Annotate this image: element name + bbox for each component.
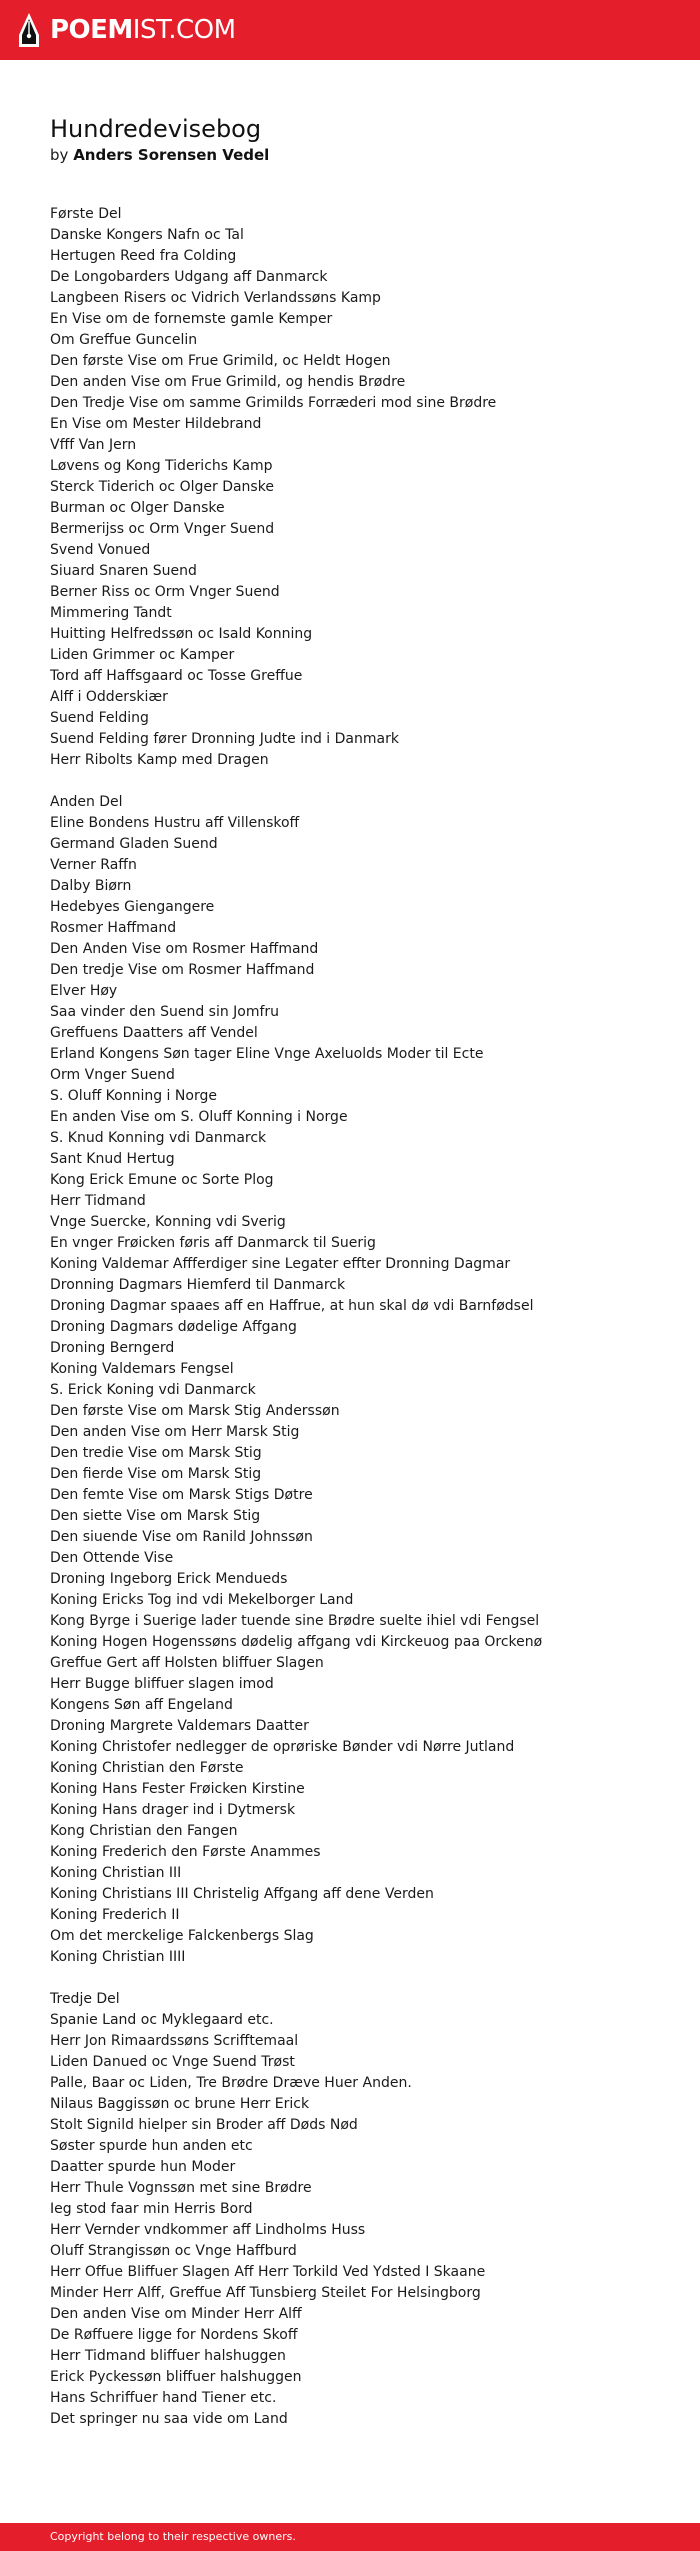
poem-line: Danske Kongers Nafn oc Tal <box>50 227 244 243</box>
poem-line: Berner Riss oc Orm Vnger Suend <box>50 584 280 600</box>
poem-line: Det springer nu saa vide om Land <box>50 2411 288 2427</box>
poem-line: Minder Herr Alff, Greffue Aff Tunsbierg Steilet For Helsingborg <box>50 2285 481 2301</box>
site-logo-text <box>50 17 236 43</box>
poem-byline <box>50 144 650 166</box>
poem-line: Om det merckelige Falckenbergs Slag <box>50 1928 314 1944</box>
copyright-text: Copyright belong to their respective owners. <box>50 2530 296 2543</box>
poem-line: Kong Erick Emune oc Sorte Plog <box>50 1172 274 1188</box>
poem-line: Droning Dagmars dødelige Affgang <box>50 1319 297 1335</box>
poem-line: S. Erick Koning vdi Danmarck <box>50 1382 256 1398</box>
site-header <box>0 0 700 60</box>
poem-line: Vnge Suercke, Konning vdi Sverig <box>50 1214 286 1230</box>
poem-line: Nilaus Baggissøn oc brune Herr Erick <box>50 2096 310 2112</box>
poem-line: Den Anden Vise om Rosmer Haffmand <box>50 941 319 957</box>
poem-line: Rosmer Haffmand <box>50 920 177 936</box>
poem-line: Svend Vonued <box>50 542 151 558</box>
poem-line: Koning Christofer nedlegger de oprøriske Bønder vdi Nørre Jutland <box>50 1739 515 1755</box>
poem-line: En Vise om de fornemste gamle Kemper <box>50 311 333 327</box>
poem-line: Den siuende Vise om Ranild Johnssøn <box>50 1529 313 1545</box>
poem-line: En vnger Frøicken føris aff Danmarck til Suerig <box>50 1235 376 1251</box>
poem-line: Herr Bugge bliffuer slagen imod <box>50 1676 274 1692</box>
poem-line: Alff i Odderskiær <box>50 689 168 705</box>
poem-line: Vfff Van Jern <box>50 437 137 453</box>
poem-line: Den fierde Vise om Marsk Stig <box>50 1466 262 1482</box>
poem-line: Den Ottende Vise <box>50 1550 174 1566</box>
poem-line: Den femte Vise om Marsk Stigs Døtre <box>50 1487 313 1503</box>
poem-line: Koning Hans drager ind i Dytmersk <box>50 1802 296 1818</box>
poem-line: Erland Kongens Søn tager Eline Vnge Axeluolds Moder til Ecte <box>50 1046 484 1062</box>
poem-line: Bermerijss oc Orm Vnger Suend <box>50 521 275 537</box>
poem-line: Herr Ribolts Kamp med Dragen <box>50 752 269 768</box>
poem-line: Ieg stod faar min Herris Bord <box>50 2201 253 2217</box>
poem-line: Stolt Signild hielper sin Broder aff Døds Nød <box>50 2117 358 2133</box>
poem-line: Burman oc Olger Danske <box>50 500 225 516</box>
poem-line: Hans Schriffuer hand Tiener etc. <box>50 2390 277 2406</box>
poem-line: Mimmering Tandt <box>50 605 172 621</box>
poem-line: Koning Ericks Tog ind vdi Mekelborger Land <box>50 1592 354 1608</box>
poem-line: Sant Knud Hertug <box>50 1151 175 1167</box>
poem-line: Elver Høy <box>50 983 118 999</box>
poem-line: Koning Christians III Christelig Affgang aff dene Verden <box>50 1886 434 1902</box>
poem-line: Den Tredje Vise om samme Grimilds Forræderi mod sine Brødre <box>50 395 497 411</box>
poem-line: Den anden Vise om Minder Herr Alff <box>50 2306 302 2322</box>
poem-line: Saa vinder den Suend sin Jomfru <box>50 1004 280 1020</box>
poem-line: Koning Valdemar Affferdiger sine Legater effter Dronning Dagmar <box>50 1256 511 1272</box>
poem-line: Den anden Vise om Frue Grimild, og hendis Brødre <box>50 374 406 390</box>
site-logo-link[interactable] <box>18 13 236 47</box>
poem-title: Hundredevisebog <box>50 115 262 143</box>
poem-line: Koning Hans Fester Frøicken Kirstine <box>50 1781 305 1797</box>
poem-line: Hedebyes Giengangere <box>50 899 215 915</box>
poem-line: En Vise om Mester Hildebrand <box>50 416 262 432</box>
poem-line: Den tredie Vise om Marsk Stig <box>50 1445 262 1461</box>
poem-line: Eline Bondens Hustru aff Villenskoff <box>50 815 300 831</box>
poem-body <box>50 204 650 2430</box>
poem-line: Herr Jon Rimaardssøns Scrifftemaal <box>50 2033 299 2049</box>
poem-line: Droning Margrete Valdemars Daatter <box>50 1718 309 1734</box>
site-footer <box>0 2523 700 2551</box>
poem-line: Siuard Snaren Suend <box>50 563 197 579</box>
poem-section <box>50 1989 650 2430</box>
poem-line: Huitting Helfredssøn oc Isald Konning <box>50 626 313 642</box>
pen-nib-icon <box>18 13 40 47</box>
poem-line: S. Knud Konning vdi Danmarck <box>50 1130 267 1146</box>
poem-line: Herr Vernder vndkommer aff Lindholms Huss <box>50 2222 366 2238</box>
poem-line: Langbeen Risers oc Vidrich Verlandssøns Kamp <box>50 290 381 306</box>
poem-line: Daatter spurde hun Moder <box>50 2159 236 2175</box>
poem-line: Søster spurde hun anden etc <box>50 2138 253 2154</box>
poem-line: Greffue Gert aff Holsten bliffuer Slagen <box>50 1655 324 1671</box>
poem-line: S. Oluff Konning i Norge <box>50 1088 217 1104</box>
poem-line: Suend Felding <box>50 710 149 726</box>
poem-line: Herr Tidmand <box>50 1193 146 1209</box>
poem-line: Droning Berngerd <box>50 1340 175 1356</box>
poem-line: Liden Danued oc Vnge Suend Trøst <box>50 2054 295 2070</box>
poem-line: Den første Vise om Frue Grimild, oc Heldt Hogen <box>50 353 391 369</box>
poem-line: Koning Hogen Hogenssøns dødelig affgang vdi Kirckeuog paa Orckenø <box>50 1634 543 1650</box>
poem-line: Dalby Biørn <box>50 878 132 894</box>
poem-line: Herr Tidmand bliffuer halshuggen <box>50 2348 286 2364</box>
poem-line: Første Del <box>50 206 122 222</box>
byline-label: by <box>50 146 69 164</box>
poem-line: Koning Christian den Første <box>50 1760 244 1776</box>
poem-line: Tord aff Haffsgaard oc Tosse Greffue <box>50 668 303 684</box>
poem-line: Koning Frederich den Første Anammes <box>50 1844 321 1860</box>
poem-line: Om Greffue Guncelin <box>50 332 198 348</box>
poem-line: Sterck Tiderich oc Olger Danske <box>50 479 274 495</box>
poem-line: Dronning Dagmars Hiemferd til Danmarck <box>50 1277 346 1293</box>
poem-line: Kong Byrge i Suerige lader tuende sine Brødre suelte ihiel vdi Fengsel <box>50 1613 540 1629</box>
poem-section <box>50 792 650 1968</box>
poem-line: Hertugen Reed fra Colding <box>50 248 237 264</box>
poem-line: En anden Vise om S. Oluff Konning i Norge <box>50 1109 348 1125</box>
poem-line: Den siette Vise om Marsk Stig <box>50 1508 261 1524</box>
poem-line: Kongens Søn aff Engeland <box>50 1697 233 1713</box>
poem-line: Droning Dagmar spaaes aff en Haffrue, at hun skal dø vdi Barnfødsel <box>50 1298 534 1314</box>
poem-line: Koning Valdemars Fengsel <box>50 1361 234 1377</box>
poem-line: Droning Ingeborg Erick Mendueds <box>50 1571 288 1587</box>
poem-section <box>50 204 650 771</box>
poem-line: Anden Del <box>50 794 123 810</box>
poem-line: Tredje Del <box>50 1991 120 2007</box>
poem-line: De Longobarders Udgang aff Danmarck <box>50 269 328 285</box>
poem-line: Den første Vise om Marsk Stig Anderssøn <box>50 1403 340 1419</box>
poem-line: Germand Gladen Suend <box>50 836 218 852</box>
poem-line: Verner Raffn <box>50 857 137 873</box>
poem-line: Kong Christian den Fangen <box>50 1823 238 1839</box>
poem-line: Koning Frederich II <box>50 1907 180 1923</box>
logo-text-strong: POEM <box>50 15 133 45</box>
poem-line: Suend Felding fører Dronning Judte ind i Danmark <box>50 731 399 747</box>
logo-text-light: IST.COM <box>132 15 236 45</box>
poem-line: Greffuens Daatters aff Vendel <box>50 1025 258 1041</box>
poem-line: Den tredje Vise om Rosmer Haffmand <box>50 962 315 978</box>
poem-line: Erick Pyckessøn bliffuer halshuggen <box>50 2369 302 2385</box>
author-link[interactable]: Anders Sorensen Vedel <box>73 146 270 164</box>
poem-line: Løvens og Kong Tiderichs Kamp <box>50 458 273 474</box>
poem-line: Den anden Vise om Herr Marsk Stig <box>50 1424 300 1440</box>
poem-line: Liden Grimmer oc Kamper <box>50 647 235 663</box>
poem-line: Koning Christian IIII <box>50 1949 186 1965</box>
poem-line: Orm Vnger Suend <box>50 1067 175 1083</box>
poem-line: De Røffuere ligge for Nordens Skoff <box>50 2327 298 2343</box>
poem-content <box>0 60 700 2523</box>
poem-line: Spanie Land oc Myklegaard etc. <box>50 2012 274 2028</box>
poem-line: Koning Christian III <box>50 1865 182 1881</box>
poem-line: Oluff Strangissøn oc Vnge Haffburd <box>50 2243 297 2259</box>
poem-line: Palle, Baar oc Liden, Tre Brødre Dræve Huer Anden. <box>50 2075 412 2091</box>
poem-line: Herr Thule Vognssøn met sine Brødre <box>50 2180 312 2196</box>
poem-line: Herr Offue Bliffuer Slagen Aff Herr Torkild Ved Ydsted I Skaane <box>50 2264 486 2280</box>
